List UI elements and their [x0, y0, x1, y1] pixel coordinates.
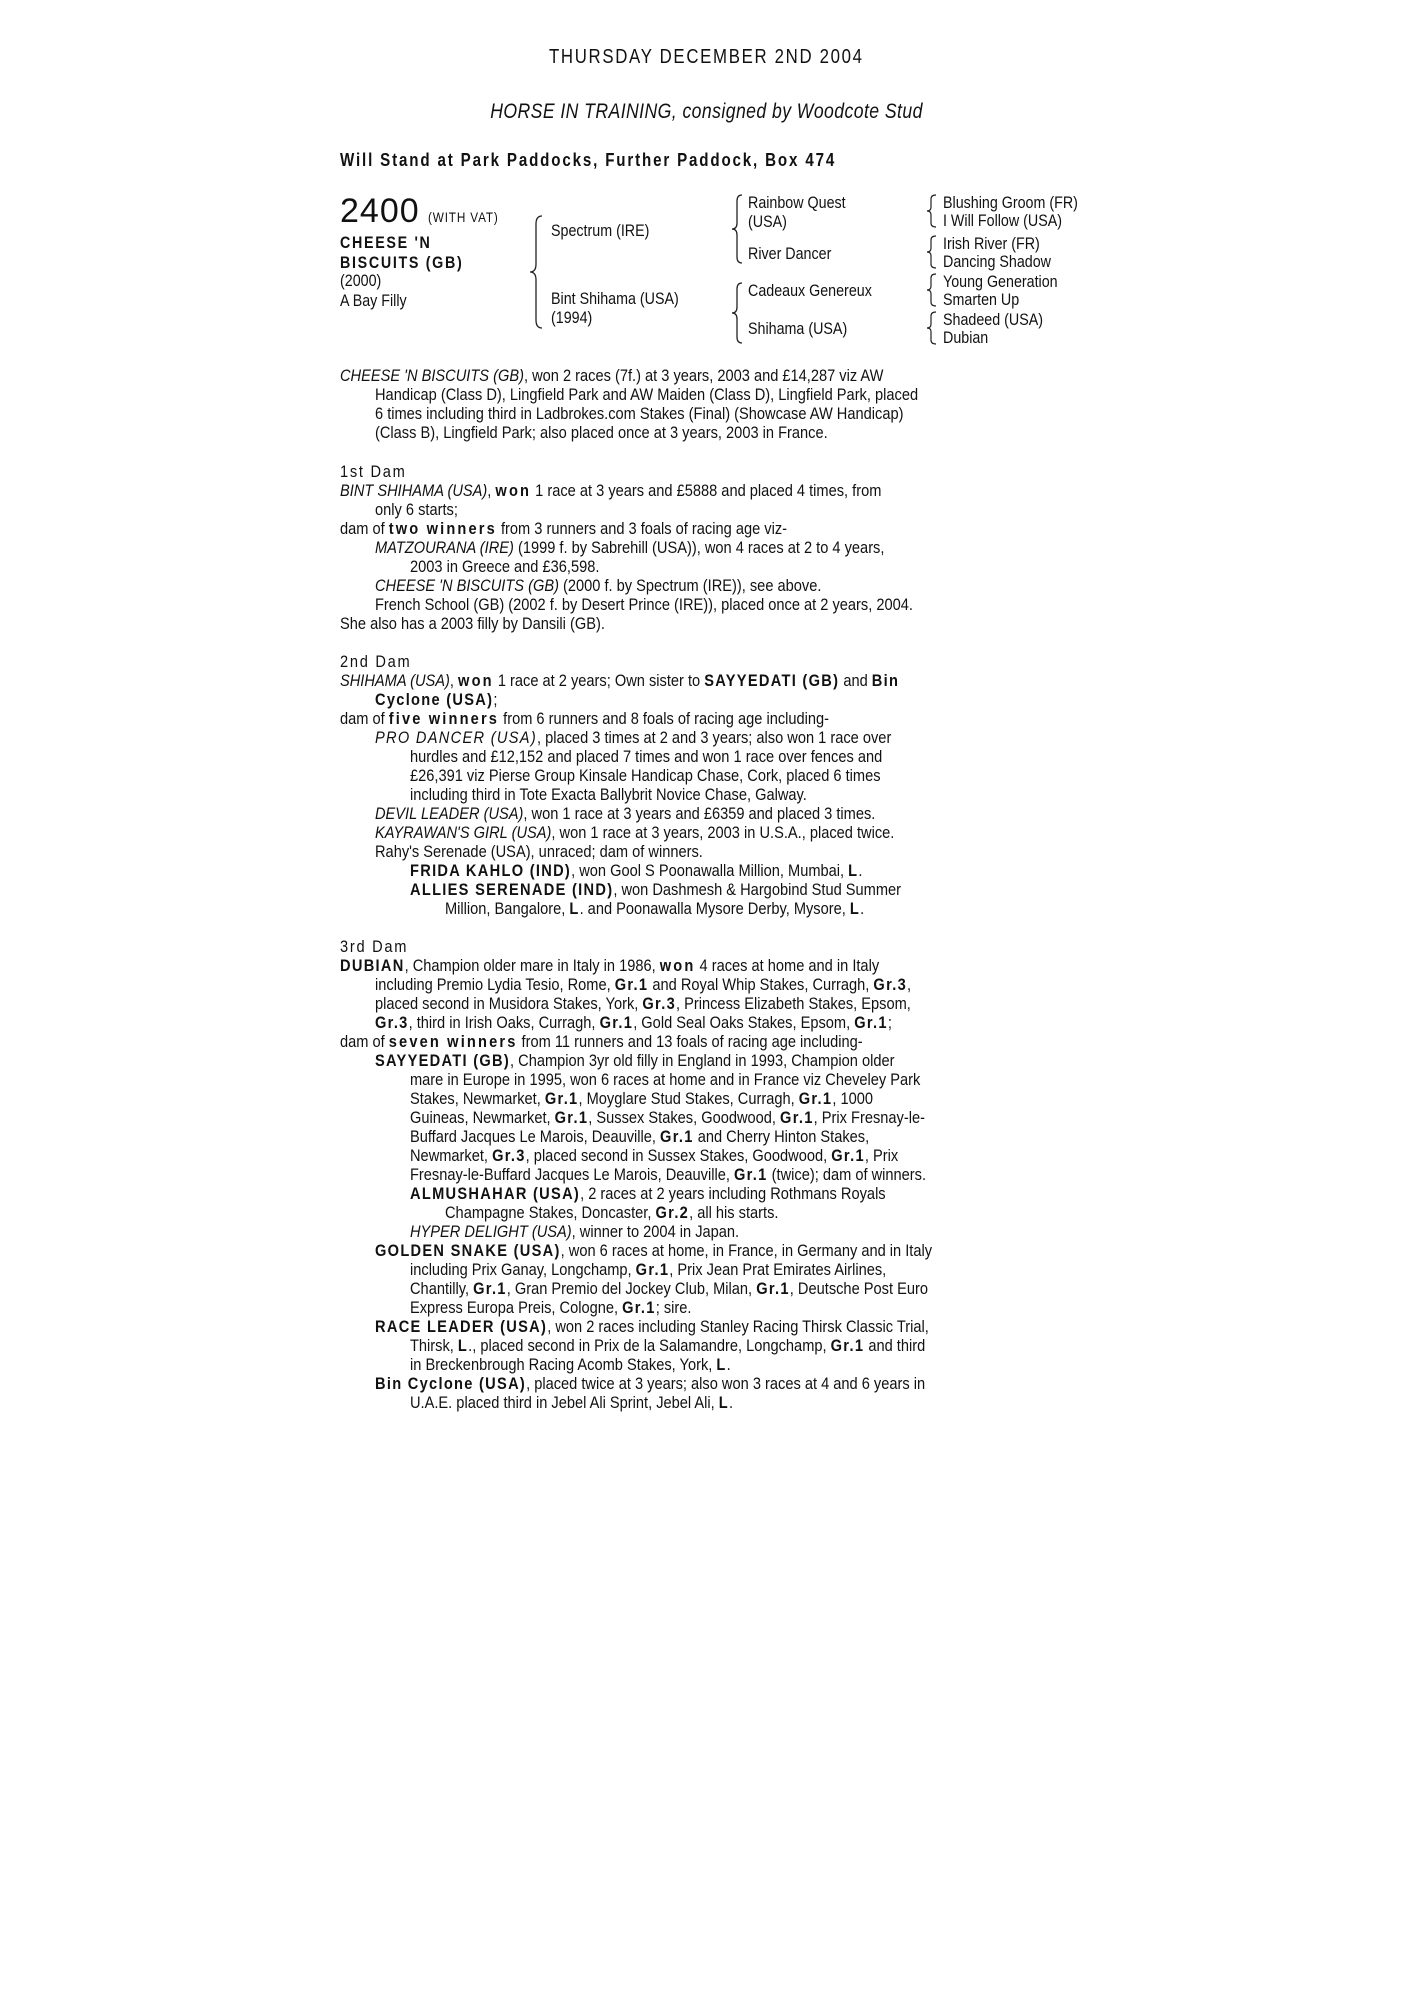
pedigree-dam-sire: Cadeaux Genereux — [748, 281, 872, 300]
horse-description: A Bay Filly — [340, 291, 407, 310]
pedigree-dds: Shadeed (USA) — [943, 310, 1044, 329]
pedigree-brace-dd — [925, 310, 939, 346]
pedigree-sire: Spectrum (IRE) — [551, 221, 650, 240]
horse-year: (2000) — [340, 271, 382, 290]
first-dam-heading: 1st Dam — [340, 462, 407, 481]
pedigree-dss: Young Generation — [943, 272, 1058, 291]
pedigree-brace-ds — [925, 272, 939, 308]
horse-name: CHEESE 'N BISCUITS (GB) — [340, 233, 464, 272]
third-dam-heading: 3rd Dam — [340, 937, 409, 956]
pedigree-brace-dam — [730, 280, 746, 346]
sale-date: THURSDAY DECEMBER 2ND 2004 — [549, 46, 864, 68]
lot-header — [340, 192, 512, 231]
pedigree-dam-dam: Shihama (USA) — [748, 319, 848, 338]
pedigree-ssd: I Will Follow (USA) — [943, 211, 1063, 230]
pedigree-brace-sd — [925, 234, 939, 270]
pedigree-brace-ss — [925, 193, 939, 229]
vat-note: (WITH VAT) — [428, 209, 499, 225]
pedigree-sds: Irish River (FR) — [943, 234, 1040, 253]
pedigree-sire-dam: River Dancer — [748, 244, 832, 263]
pedigree-sss: Blushing Groom (FR) — [943, 193, 1078, 212]
pedigree-ddd: Dubian — [943, 328, 989, 347]
pedigree-brace-sire — [730, 192, 746, 266]
second-dam-section: 2nd Dam SHIHAMA (USA), won 1 race at 2 years; Own sister to SAYYEDATI (GB) and Bin Cyclone (USA); dam of five winners from 6 runners and 8 foals of racing age including- PRO DANCER (USA), placed 3 times at 2 and 3 years; also won 1 race over hurdles and £12,152 and placed 7 times and won 1 race over fences and £26,391 viz Pierse Group Kinsale Handicap Chase, Cork, placed 6 times including third in Tote Exacta Ballybrit Novice Chase, Galway. DEVIL LEADER (USA), won 1 race at 3 years and £6359 and placed 3 times. KAYRAWAN'S GIRL (USA), won 1 race at 3 years, 2003 in U.S.A., placed twice. Rahy's Serenade (USA), unraced; dam of winners. FRIDA KAHLO (IND), won Gool S Poonawalla Million, Mumbai, L. ALLIES SERENADE (IND), won Dashmesh & Hargobind Stud Summer Million, Bangalore, L. and Poonawalla Mysore Derby, Mysore, L. — [340, 652, 1080, 918]
lot-category: HORSE IN TRAINING, consigned by Woodcote Stud — [490, 100, 923, 123]
pedigree-sire-sire: Rainbow Quest (USA) — [748, 193, 846, 231]
stand-location: Will Stand at Park Paddocks, Further Paddock, Box 474 — [340, 150, 837, 170]
pedigree-dam: Bint Shihama (USA) (1994) — [551, 289, 679, 327]
lot-number: 2400 — [340, 192, 420, 230]
pedigree-sdd: Dancing Shadow — [943, 252, 1051, 271]
third-dam-section: 3rd Dam DUBIAN, Champion older mare in Italy in 1986, won 4 races at home and in Italy including Premio Lydia Tesio, Rome, Gr.1 and Royal Whip Stakes, Curragh, Gr.3, placed second in Musidora Stakes, York, Gr.3, Princess Elizabeth Stakes, Epsom, Gr.3, third in Irish Oaks, Curragh, Gr.1, Gold Seal Oaks Stakes, Epsom, Gr.1; dam of seven winners from 11 runners and 13 foals of racing age including- SAYYEDATI (GB), Champion 3yr old filly in England in 1993, Champion older mare in Europe in 1995, won 6 races at home and in France viz Cheveley Park Stakes, Newmarket, Gr.1, Moyglare Stud Stakes, Curragh, Gr.1, 1000 Guineas, Newmarket, Gr.1, Sussex Stakes, Goodwood, Gr.1, Prix Fresnay-le- Buffard Jacques Le Marois, Deauville, Gr.1 and Cherry Hinton Stakes, Newmarket, Gr.3, placed second in Sussex Stakes, Goodwood, Gr.1, Prix Fresnay-le-Buffard Jacques Le Marois, Deauville, Gr.1 (twice); dam of winners. ALMUSHAHAR (USA), 2 races at 2 years including Rothmans Royals Champagne Stakes, Doncaster, Gr.2, all his starts. HYPER DELIGHT (USA), winner to 2004 in Japan. GOLDEN SNAKE (USA), won 6 races at home, in France, in Germany and in Italy including Prix Ganay, Longchamp, Gr.1, Prix Jean Prat Emirates Airlines, Chantilly, Gr.1, Gran Premio del Jockey Club, Milan, Gr.1, Deutsche Post Euro Express Europa Preis, Cologne, Gr.1; sire. RACE LEADER (USA), won 2 races including Stanley Racing Thirsk Classic Trial, Thirsk, L., placed second in Prix de la Salamandre, Longchamp, Gr.1 and third in Breckenbrough Racing Acomb Stakes, York, L. Bin Cyclone (USA), placed twice at 3 years; also won 3 races at 4 and 6 years in U.A.E. placed third in Jebel Ali Sprint, Jebel Ali, L. — [340, 937, 1080, 1412]
pedigree-brace-main — [528, 212, 548, 332]
first-dam-section: 1st Dam BINT SHIHAMA (USA), won 1 race at 3 years and £5888 and placed 4 times, from only 6 starts; dam of two winners from 3 runners and 3 foals of racing age viz- MATZOURANA (IRE) (1999 f. by Sabrehill (USA)), won 4 races at 2 to 4 years, 2003 in Greece and £36,598. CHEESE 'N BISCUITS (GB) (2000 f. by Spectrum (IRE)), see above. French School (GB) (2002 f. by Desert Prince (IRE)), placed once at 2 years, 2004. She also has a 2003 filly by Dansili (GB). — [340, 462, 1080, 633]
pedigree-dsd: Smarten Up — [943, 290, 1020, 309]
second-dam-heading: 2nd Dam — [340, 652, 412, 671]
race-record: CHEESE 'N BISCUITS (GB), won 2 races (7f.) at 3 years, 2003 and £14,287 viz AW Handicap (Class D), Lingfield Park and AW Maiden (Class D), Lingfield Park, placed 6 times including third in Ladbrokes.com Stakes (Final) (Showcase AW Handicap) (Class B), Lingfield Park; also placed once at 3 years, 2003 in France. — [340, 366, 919, 442]
